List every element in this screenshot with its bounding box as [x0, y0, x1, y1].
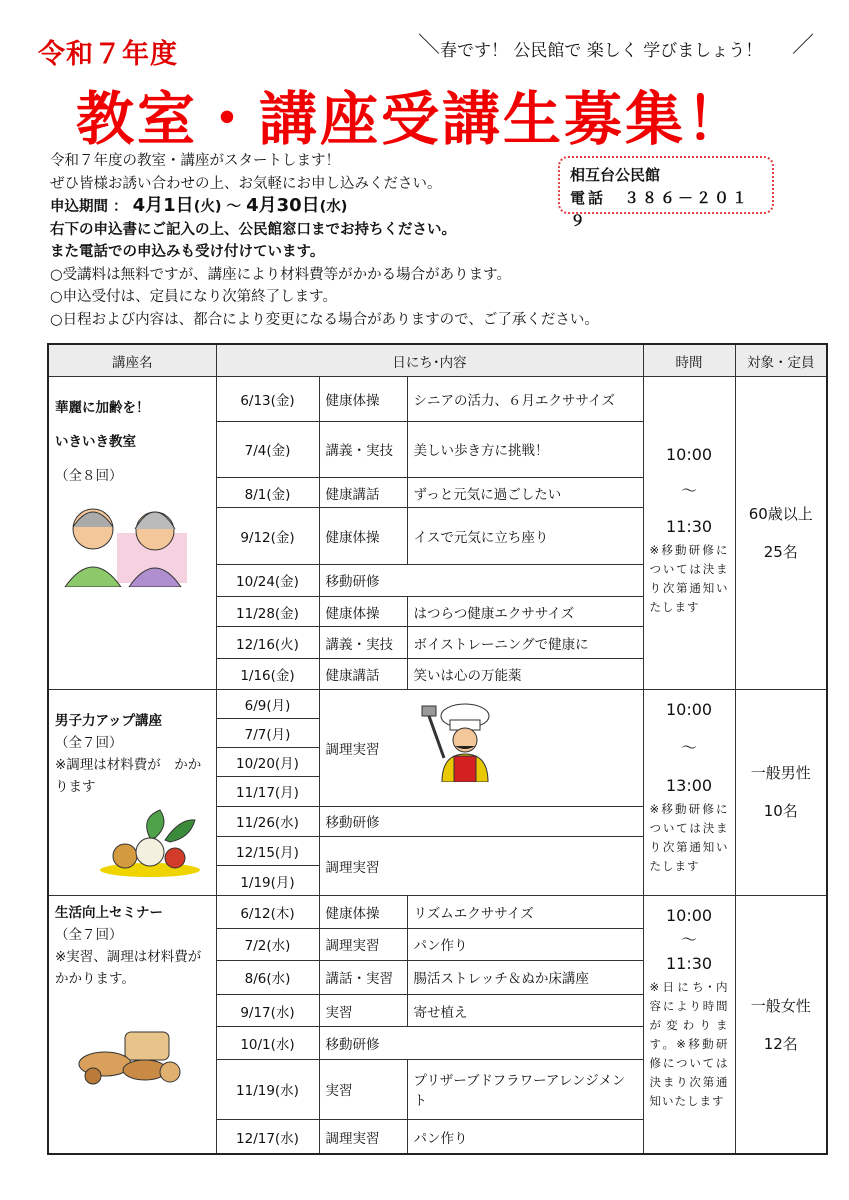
row-type: 実習 — [319, 1059, 407, 1119]
period-end-day: (水) — [319, 199, 348, 215]
course-count: （全８回） — [55, 468, 123, 485]
capacity-label: 12名 — [763, 1034, 798, 1053]
row-content: 寄せ植え — [407, 995, 643, 1027]
row-date: 12/17(水) — [216, 1120, 319, 1154]
row-date: 6/9(月) — [216, 689, 319, 718]
fiscal-year-label: 令和７年度 — [38, 39, 178, 70]
row-type: 健康講話 — [319, 659, 407, 689]
contact-phone: 電話 ３８６－２０１９ — [570, 189, 751, 230]
row-content: 美しい歩き方に挑戦！ — [407, 421, 643, 477]
time-separator: ～ — [681, 737, 698, 757]
row-type: 調理実習 — [319, 1120, 407, 1154]
target-group3 — [735, 896, 827, 1154]
period-separator: ～ — [226, 199, 242, 215]
row-date: 6/13(金) — [216, 377, 319, 421]
page-headline: 教室・講座受講生募集！ — [76, 85, 748, 153]
schedule-table — [47, 343, 828, 1155]
table-row — [48, 377, 827, 421]
row-date: 8/6(水) — [216, 960, 319, 994]
row-type: 調理実習 — [325, 741, 380, 758]
row-content: はつらつ健康エクササイズ — [407, 596, 643, 626]
row-content: ボイストレーニングで健康に — [407, 627, 643, 659]
row-content: 腸活ストレッチ＆ぬか床講座 — [407, 960, 643, 994]
row-content: パン作り — [407, 928, 643, 960]
target-label: 60歳以上 — [748, 504, 813, 523]
course-title: 男子力アップ講座 — [55, 712, 163, 729]
note-3: ○日程および内容は、都合により変更になる場合がありますので、ご了承ください。 — [50, 311, 599, 328]
row-type: 講話・実習 — [319, 960, 407, 994]
bread-illustration — [75, 1026, 185, 1086]
course-material-note: ※実習、調理は材料費がかかります。 — [55, 949, 202, 988]
row-type: 調理実習 — [319, 836, 643, 895]
note-1: ○受講料は無料ですが、講座により材料費等がかかる場合があります。 — [50, 266, 511, 283]
row-date: 6/12(木) — [216, 896, 319, 928]
row-date: 9/12(金) — [216, 508, 319, 564]
capacity-label: 25名 — [763, 542, 798, 561]
row-date: 12/16(火) — [216, 627, 319, 659]
time-note: ※移動研修については決まり次第通知いたします — [649, 543, 729, 615]
target-group2 — [735, 689, 827, 896]
time-group2 — [643, 689, 735, 896]
row-content: 笑いは心の万能薬 — [407, 659, 643, 689]
time-start: 10:00 — [665, 445, 713, 465]
row-date: 11/19(水) — [216, 1059, 319, 1119]
period-label: 申込期間 ： — [50, 199, 128, 215]
capacity-label: 10名 — [763, 802, 798, 821]
time-end: 11:30 — [665, 954, 713, 974]
target-group1 — [735, 377, 827, 689]
course-count: （全７回） — [55, 734, 123, 751]
time-group3 — [643, 896, 735, 1154]
row-content: ずっと元気に過ごしたい — [407, 478, 643, 508]
intro-line-4: 右下の申込書にご記入の上、公民館窓口までお持ちください。 — [50, 221, 456, 238]
vegetables-illustration — [95, 808, 205, 878]
row-date: 7/4(金) — [216, 421, 319, 477]
row-date: 9/17(水) — [216, 995, 319, 1027]
time-start: 10:00 — [665, 906, 713, 926]
row-content: プリザーブドフラワーアレンジメント — [407, 1059, 643, 1119]
row-type: 移動研修 — [319, 806, 643, 836]
time-group1 — [643, 377, 735, 689]
row-date: 12/15(月) — [216, 836, 319, 865]
intro-line-5: また電話での申込みも受け付けています。 — [50, 244, 325, 260]
row-type: 講義・実技 — [319, 627, 407, 659]
course-material-note: ※調理は材料費が かかります — [55, 756, 202, 795]
course-title: 生活向上セミナー — [55, 905, 163, 922]
row-type: 健康体操 — [319, 377, 407, 421]
row-type: 健康体操 — [319, 596, 407, 626]
time-separator: ～ — [681, 481, 698, 501]
row-type: 健康講話 — [319, 478, 407, 508]
intro-block — [50, 150, 599, 331]
row-date: 7/7(月) — [216, 718, 319, 747]
course-count: （全７回） — [55, 927, 123, 944]
period-start: 4月1日 — [132, 195, 194, 216]
target-label: 一般女性 — [750, 996, 811, 1015]
note-2: ○申込受付は、定員になり次第終了します。 — [50, 289, 337, 305]
course-ikiiki — [48, 377, 216, 689]
time-end: 11:30 — [665, 517, 713, 537]
intro-line-2: ぜひ皆様お誘い合わせの上、お気軽にお申し込みください。 — [50, 175, 442, 192]
row-type: 移動研修 — [319, 564, 643, 596]
time-end: 13:00 — [665, 775, 713, 795]
row-date: 11/17(月) — [216, 777, 319, 806]
header-course: 講座名 — [48, 344, 216, 377]
row-content: パン作り — [407, 1120, 643, 1154]
row-date: 1/19(月) — [216, 866, 319, 896]
slogan: 春です！ 公民館で 楽しく 学びましょう！ — [440, 41, 763, 61]
time-start: 10:00 — [665, 699, 713, 719]
chef-illustration — [420, 702, 510, 782]
row-type: 健康体操 — [319, 508, 407, 564]
contact-name: 相互台公民館 — [570, 166, 661, 184]
table-row — [48, 896, 827, 928]
row-type: 健康体操 — [319, 896, 407, 928]
table-header-row — [48, 344, 827, 377]
row-date: 1/16(金) — [216, 659, 319, 689]
row-content: シニアの活力、６月エクササイズ — [407, 377, 643, 421]
header-target: 対象・定員 — [735, 344, 827, 377]
target-label: 一般男性 — [750, 764, 811, 783]
elderly-couple-illustration — [55, 497, 195, 587]
header-date-content: 日にち･内容 — [216, 344, 643, 377]
time-separator: ～ — [681, 930, 698, 950]
course-title-2: いきいき教室 — [55, 434, 136, 451]
course-title-1: 華麗に加齢を！ — [55, 400, 150, 417]
row-date: 11/28(金) — [216, 596, 319, 626]
row-date: 11/26(水) — [216, 806, 319, 836]
row-type: 講義・実技 — [319, 421, 407, 477]
intro-line-1: 令和７年度の教室・講座がスタートします！ — [50, 153, 340, 169]
row-content: イスで元気に立ち座り — [407, 508, 643, 564]
slash-right: ／ — [792, 33, 815, 58]
time-note: ※移動研修については決まり次第通知いたします — [649, 801, 729, 873]
row-date: 10/24(金) — [216, 564, 319, 596]
slash-left: ＼ — [418, 33, 441, 58]
course-danshi — [48, 689, 216, 896]
header-time: 時間 — [643, 344, 735, 377]
time-note: ※日にち･内容により時間が変わります。※移動研修については決まり次第通知いたします — [649, 980, 729, 1109]
contact-box — [558, 156, 774, 230]
period-start-day: (火) — [193, 199, 222, 215]
application-period — [50, 195, 599, 219]
row-type: 移動研修 — [319, 1027, 643, 1059]
row-date: 8/1(金) — [216, 478, 319, 508]
table-row — [48, 689, 827, 718]
course-seikatsu — [48, 896, 216, 1154]
row-content: リズムエクササイズ — [407, 896, 643, 928]
row-type: 実習 — [319, 995, 407, 1027]
period-end: 4月30日 — [246, 195, 320, 216]
cooking-cell — [319, 689, 643, 806]
row-date: 10/1(水) — [216, 1027, 319, 1059]
row-date: 10/20(月) — [216, 748, 319, 777]
row-date: 7/2(水) — [216, 928, 319, 960]
row-type: 調理実習 — [319, 928, 407, 960]
